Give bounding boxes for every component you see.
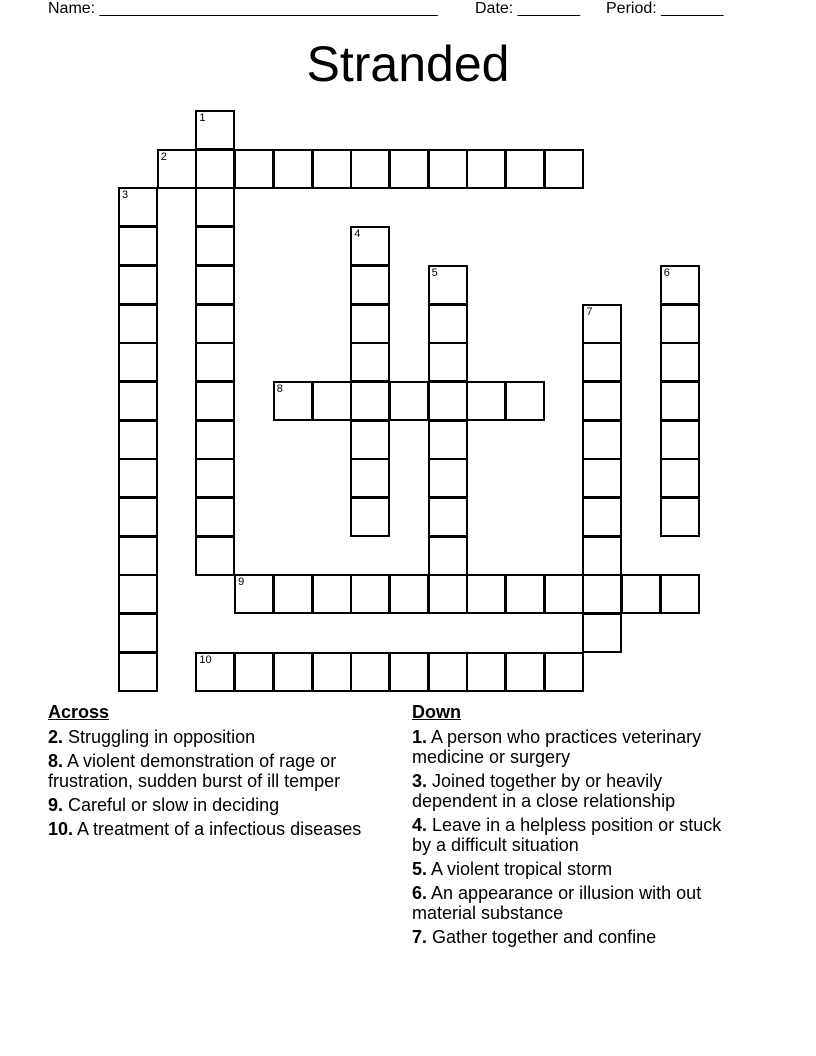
down-clues bbox=[412, 702, 722, 951]
grid-cell[interactable] bbox=[312, 381, 352, 421]
grid-cell[interactable] bbox=[428, 497, 468, 537]
grid-cell[interactable] bbox=[544, 652, 584, 692]
clue-number: 9 bbox=[238, 576, 245, 589]
clue-across-2: 2. Struggling in opposition bbox=[48, 727, 256, 747]
grid-cell[interactable] bbox=[350, 304, 390, 344]
grid-cell[interactable] bbox=[118, 574, 158, 614]
grid-cell[interactable] bbox=[350, 574, 390, 614]
grid-cell[interactable] bbox=[312, 652, 352, 692]
grid-cell[interactable] bbox=[660, 497, 700, 537]
clue-number: 7 bbox=[586, 305, 593, 318]
grid-cell[interactable] bbox=[118, 226, 158, 266]
clue-across-9: 9. Careful or slow in deciding bbox=[48, 795, 280, 815]
grid-cell[interactable] bbox=[195, 110, 235, 150]
grid-cell[interactable] bbox=[118, 187, 158, 227]
clue-number: 4 bbox=[354, 228, 361, 241]
clue-number: 3 bbox=[122, 189, 129, 202]
grid-cell[interactable] bbox=[582, 342, 622, 382]
clue-down-3: 3. Joined together by or heavily dependent in a close relationship bbox=[412, 771, 676, 811]
grid-cell[interactable] bbox=[118, 265, 158, 305]
grid-cell[interactable] bbox=[582, 381, 622, 421]
grid-cell[interactable] bbox=[582, 458, 622, 498]
grid-cell[interactable] bbox=[118, 497, 158, 537]
grid-cell[interactable] bbox=[195, 420, 235, 460]
grid-cell[interactable] bbox=[660, 420, 700, 460]
grid-cell[interactable] bbox=[621, 574, 661, 614]
grid-cell[interactable] bbox=[195, 497, 235, 537]
date-field[interactable]: Date: _______ bbox=[475, 0, 580, 17]
grid-cell[interactable] bbox=[118, 536, 158, 576]
grid-cell[interactable] bbox=[118, 458, 158, 498]
grid-cell[interactable] bbox=[660, 342, 700, 382]
grid-cell[interactable] bbox=[195, 304, 235, 344]
name-field[interactable]: Name: ______________________________________ bbox=[48, 0, 438, 17]
grid-cell[interactable] bbox=[428, 149, 468, 189]
grid-cell[interactable] bbox=[389, 574, 429, 614]
grid-cell[interactable] bbox=[195, 536, 235, 576]
grid-cell[interactable] bbox=[505, 574, 545, 614]
grid-cell[interactable] bbox=[466, 652, 506, 692]
down-heading: Down bbox=[412, 702, 461, 722]
clue-number: 6 bbox=[663, 266, 670, 279]
across-heading: Across bbox=[48, 702, 110, 722]
grid-cell[interactable] bbox=[428, 342, 468, 382]
clue-number: 8 bbox=[276, 382, 283, 395]
grid-cell[interactable] bbox=[118, 652, 158, 692]
grid-cell[interactable] bbox=[195, 226, 235, 266]
grid-cell[interactable] bbox=[505, 381, 545, 421]
grid-cell[interactable] bbox=[466, 381, 506, 421]
grid-cell[interactable] bbox=[660, 304, 700, 344]
clue-down-7: 7. Gather together and confine bbox=[412, 927, 657, 947]
grid-cell[interactable] bbox=[660, 458, 700, 498]
clue-down-5: 5. A violent tropical storm bbox=[412, 859, 613, 879]
clue-number: 1 bbox=[199, 112, 206, 124]
clue-across-10: 10. A treatment of a infectious diseases bbox=[48, 819, 362, 839]
grid-cell[interactable] bbox=[195, 149, 235, 189]
grid-cell[interactable] bbox=[428, 574, 468, 614]
grid-cell[interactable] bbox=[118, 381, 158, 421]
grid-cell[interactable] bbox=[350, 652, 390, 692]
grid-cell[interactable] bbox=[428, 381, 468, 421]
grid-cell[interactable] bbox=[273, 574, 313, 614]
grid-cell[interactable] bbox=[582, 420, 622, 460]
grid-cell[interactable] bbox=[118, 342, 158, 382]
grid-cell[interactable] bbox=[312, 574, 352, 614]
grid-cell[interactable] bbox=[428, 458, 468, 498]
grid-cell[interactable] bbox=[660, 381, 700, 421]
grid-cell[interactable] bbox=[195, 265, 235, 305]
across-clues bbox=[48, 702, 368, 843]
grid-cell[interactable] bbox=[544, 149, 584, 189]
grid-cell[interactable] bbox=[234, 149, 274, 189]
grid-cell[interactable] bbox=[505, 149, 545, 189]
grid-cell[interactable] bbox=[350, 149, 390, 189]
grid-cell[interactable] bbox=[389, 149, 429, 189]
grid-cell[interactable] bbox=[660, 265, 700, 305]
grid-cell[interactable] bbox=[428, 652, 468, 692]
grid-cell[interactable] bbox=[195, 187, 235, 227]
clue-number: 10 bbox=[199, 653, 212, 666]
grid-cell[interactable] bbox=[350, 342, 390, 382]
clue-down-1: 1. A person who practices veterinary medicine or surgery bbox=[412, 727, 702, 767]
grid-cell[interactable] bbox=[350, 497, 390, 537]
grid-cell[interactable] bbox=[582, 613, 622, 653]
grid-cell[interactable] bbox=[118, 304, 158, 344]
grid-cell[interactable] bbox=[466, 574, 506, 614]
grid-cell[interactable] bbox=[350, 381, 390, 421]
grid-cell[interactable] bbox=[234, 574, 274, 614]
grid-cell[interactable] bbox=[273, 149, 313, 189]
grid-cell[interactable] bbox=[350, 458, 390, 498]
grid-cell[interactable] bbox=[466, 149, 506, 189]
grid-cell[interactable] bbox=[582, 304, 622, 344]
grid-cell[interactable] bbox=[273, 381, 313, 421]
grid-cell[interactable] bbox=[582, 497, 622, 537]
grid-cell[interactable] bbox=[195, 342, 235, 382]
grid-cell[interactable] bbox=[157, 149, 197, 189]
grid-cell[interactable] bbox=[389, 652, 429, 692]
grid-cell[interactable] bbox=[195, 652, 235, 692]
grid-cell[interactable] bbox=[582, 574, 622, 614]
grid-cell[interactable] bbox=[428, 420, 468, 460]
grid-cell[interactable] bbox=[544, 574, 584, 614]
grid-cell[interactable] bbox=[312, 149, 352, 189]
grid-cell[interactable] bbox=[428, 536, 468, 576]
grid-cell[interactable] bbox=[350, 420, 390, 460]
grid-cell[interactable] bbox=[195, 458, 235, 498]
grid-cell[interactable] bbox=[118, 420, 158, 460]
grid-cell[interactable] bbox=[505, 652, 545, 692]
grid-cell[interactable] bbox=[234, 652, 274, 692]
grid-cell[interactable] bbox=[428, 304, 468, 344]
period-field[interactable]: Period: _______ bbox=[606, 0, 724, 17]
clue-down-6: 6. An appearance or illusion with out material substance bbox=[412, 883, 702, 923]
grid-cell[interactable] bbox=[350, 226, 390, 266]
grid-cell[interactable] bbox=[118, 613, 158, 653]
grid-cell[interactable] bbox=[428, 265, 468, 305]
clue-number: 2 bbox=[160, 150, 167, 163]
grid-cell[interactable] bbox=[660, 574, 700, 614]
grid-cell[interactable] bbox=[350, 265, 390, 305]
clue-number: 5 bbox=[431, 266, 438, 279]
grid-cell[interactable] bbox=[195, 381, 235, 421]
clue-across-8: 8. A violent demonstration of rage or frustration, sudden burst of ill temper bbox=[48, 751, 341, 791]
clue-down-4: 4. Leave in a helpless position or stuck by a difficult situation bbox=[412, 815, 722, 855]
puzzle-title: Stranded bbox=[306, 36, 510, 92]
grid-cell[interactable] bbox=[389, 381, 429, 421]
grid-cell[interactable] bbox=[273, 652, 313, 692]
grid-cell[interactable] bbox=[582, 536, 622, 576]
